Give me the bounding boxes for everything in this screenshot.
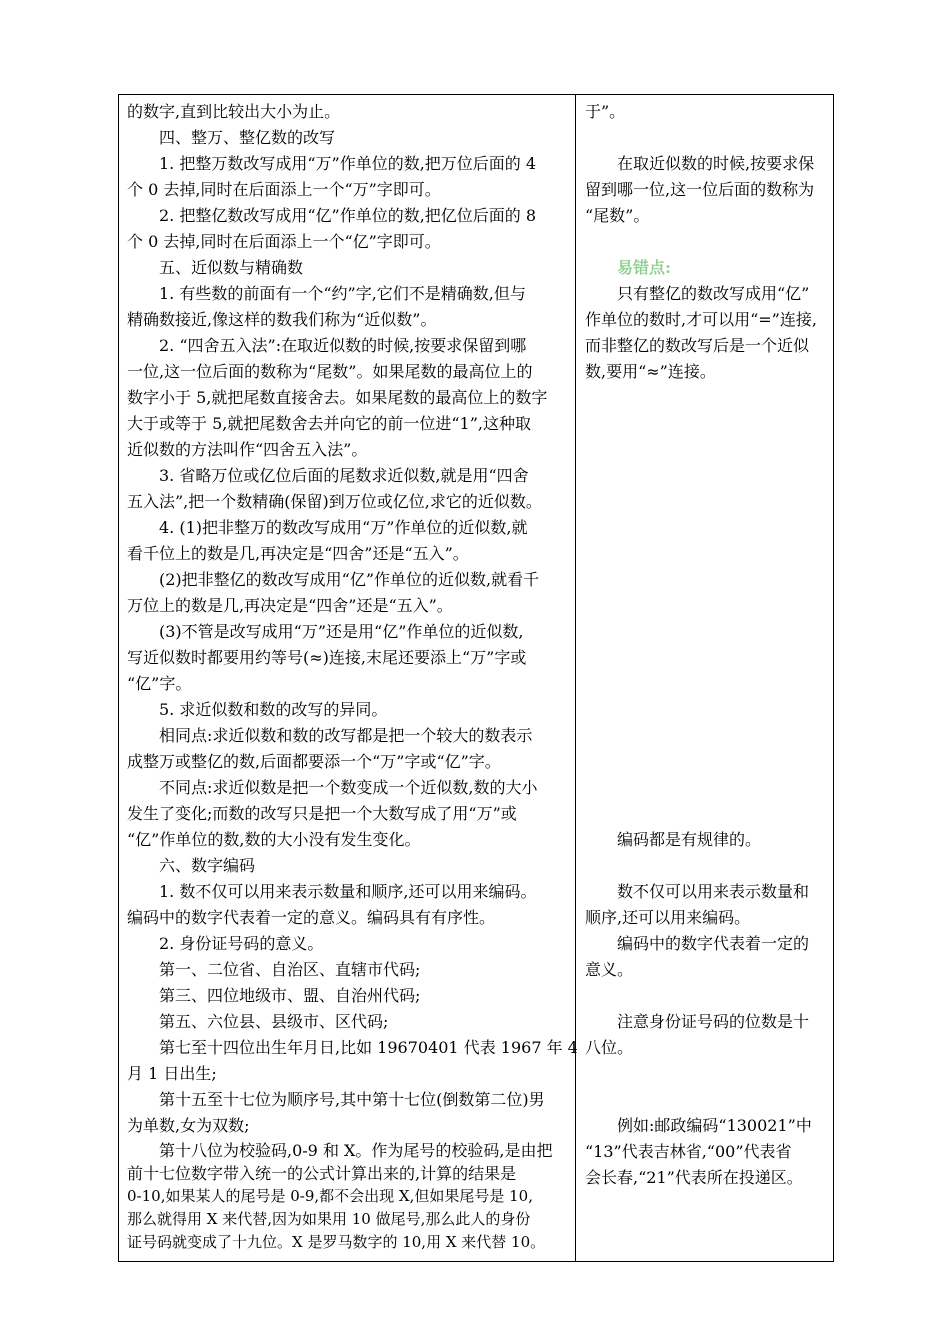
note-line: 数不仅可以用来表示数量和	[617, 882, 810, 901]
text-line: 第十五至十七位为顺序号,其中第十七位(倒数第二位)男	[159, 1090, 545, 1109]
column-divider	[575, 95, 576, 1261]
text-line: 那么就得用 X 来代替,因为如果用 10 做尾号,那么此人的身份	[127, 1210, 531, 1228]
text-line: 看千位上的数是几,再决定是“四舍”还是“五入”。	[127, 544, 469, 563]
text-line: 个 0 去掉,同时在后面添上一个“万”字即可。	[127, 180, 441, 199]
text-line: 成整万或整亿的数,后面都要添一个“万”字或“亿”字。	[127, 752, 501, 771]
note-line: 在取近似数的时候,按要求保	[617, 154, 815, 173]
text-line: 月 1 日出生;	[127, 1064, 217, 1083]
text-line: 前十七位数字带入统一的公式计算出来的,计算的结果是	[127, 1164, 517, 1183]
note-line: 编码都是有规律的。	[617, 830, 762, 849]
note-line: 八位。	[585, 1038, 634, 1057]
note-line: 顺序,还可以用来编码。	[585, 908, 751, 927]
note-line: 会长春,“21”代表所在投递区。	[585, 1168, 803, 1187]
text-line: 为单数,女为双数;	[127, 1116, 250, 1135]
text-line: 第十八位为校验码,0-9 和 X。作为尾号的校验码,是由把	[159, 1141, 553, 1160]
note-line: 例如:邮政编码“130021”中	[617, 1116, 812, 1135]
note-line: 编码中的数字代表着一定的	[617, 934, 810, 953]
text-line: 3. 省略万位或亿位后面的尾数求近似数,就是用“四舍	[159, 466, 529, 485]
text-line: 第五、六位县、县级市、区代码;	[159, 1012, 389, 1031]
section-heading: 四、整万、整亿数的改写	[159, 128, 336, 147]
text-line: 1. 数不仅可以用来表示数量和顺序,还可以用来编码。	[159, 882, 537, 901]
note-line: “13”代表吉林省,“00”代表省	[585, 1142, 792, 1161]
note-line: 而非整亿的数改写后是一个近似	[585, 336, 810, 355]
text-line: 五入法”,把一个数精确(保留)到万位或亿位,求它的近似数。	[127, 492, 542, 511]
text-line: “亿”字。	[127, 674, 192, 693]
text-line: 0-10,如果某人的尾号是 0-9,都不会出现 X,但如果尾号是 10,	[127, 1187, 533, 1205]
text-line: (3)不管是改写成用“万”还是用“亿”作单位的近似数,	[159, 622, 524, 641]
note-line: 于”。	[585, 102, 626, 121]
text-line: 相同点:求近似数和数的改写都是把一个较大的数表示	[159, 726, 533, 745]
main-content-column	[127, 99, 578, 1254]
text-line: 2. 身份证号码的意义。	[159, 934, 324, 953]
text-line: 5. 求近似数和数的改写的异同。	[159, 700, 388, 719]
text-line: 数字小于 5,就把尾数直接舍去。如果尾数的最高位上的数字	[127, 388, 548, 407]
text-line: 写近似数时都要用约等号(≈)连接,末尾还要添上“万”字或	[127, 648, 527, 667]
common-mistakes-label: 易错点:	[617, 258, 671, 277]
text-line: 第七至十四位出生年月日,比如 19670401 代表 1967 年 4	[159, 1038, 578, 1057]
note-line: 数,要用“≈”连接。	[585, 362, 716, 381]
text-line: 证号码就变成了十九位。X 是罗马数字的 10,用 X 来代替 10。	[127, 1233, 546, 1251]
sidebar-notes-column	[585, 99, 829, 1191]
text-line: 发生了变化;而数的改写只是把一个大数写成了用“万”或	[127, 804, 517, 823]
note-line: 意义。	[585, 960, 634, 979]
note-line: 留到哪一位,这一位后面的数称为	[585, 180, 815, 199]
text-line: 2. “四舍五入法”:在取近似数的时候,按要求保留到哪	[159, 336, 527, 355]
section-heading: 五、近似数与精确数	[159, 258, 304, 277]
text-line: 2. 把整亿数改写成用“亿”作单位的数,把亿位后面的 8	[159, 206, 537, 225]
text-line: 第三、四位地级市、盟、自治州代码;	[159, 986, 421, 1005]
text-line: 第一、二位省、自治区、直辖市代码;	[159, 960, 421, 979]
text-line: 1. 有些数的前面有一个“约”字,它们不是精确数,但与	[159, 284, 526, 303]
text-line: 大于或等于 5,就把尾数舍去并向它的前一位进“1”,这种取	[127, 414, 531, 433]
text-line: (2)把非整亿的数改写成用“亿”作单位的近似数,就看千	[159, 570, 540, 589]
text-line: 一位,这一位后面的数称为“尾数”。如果尾数的最高位上的	[127, 362, 533, 381]
section-heading: 六、数字编码	[159, 856, 256, 875]
text-line: 个 0 去掉,同时在后面添上一个“亿”字即可。	[127, 232, 441, 251]
note-line: “尾数”。	[585, 206, 650, 225]
note-line: 只有整亿的数改写成用“亿”	[617, 284, 810, 303]
note-line: 作单位的数时,才可以用“=”连接,	[585, 310, 817, 329]
text-line: 近似数的方法叫作“四舍五入法”。	[127, 440, 368, 459]
text-line: 精确数接近,像这样的数我们称为“近似数”。	[127, 310, 437, 329]
text-line: 1. 把整万数改写成用“万”作单位的数,把万位后面的 4	[159, 154, 537, 173]
text-line: 不同点:求近似数是把一个数变成一个近似数,数的大小	[159, 778, 538, 797]
text-line: 万位上的数是几,再决定是“四舍”还是“五入”。	[127, 596, 453, 615]
text-line: 的数字,直到比较出大小为止。	[127, 102, 341, 121]
text-line: “亿”作单位的数,数的大小没有发生变化。	[127, 830, 421, 849]
note-line: 注意身份证号码的位数是十	[617, 1012, 810, 1031]
text-line: 4. (1)把非整万的数改写成用“万”作单位的近似数,就	[159, 518, 528, 537]
notes-table	[118, 94, 834, 1262]
text-line: 编码中的数字代表着一定的意义。编码具有有序性。	[127, 908, 496, 927]
